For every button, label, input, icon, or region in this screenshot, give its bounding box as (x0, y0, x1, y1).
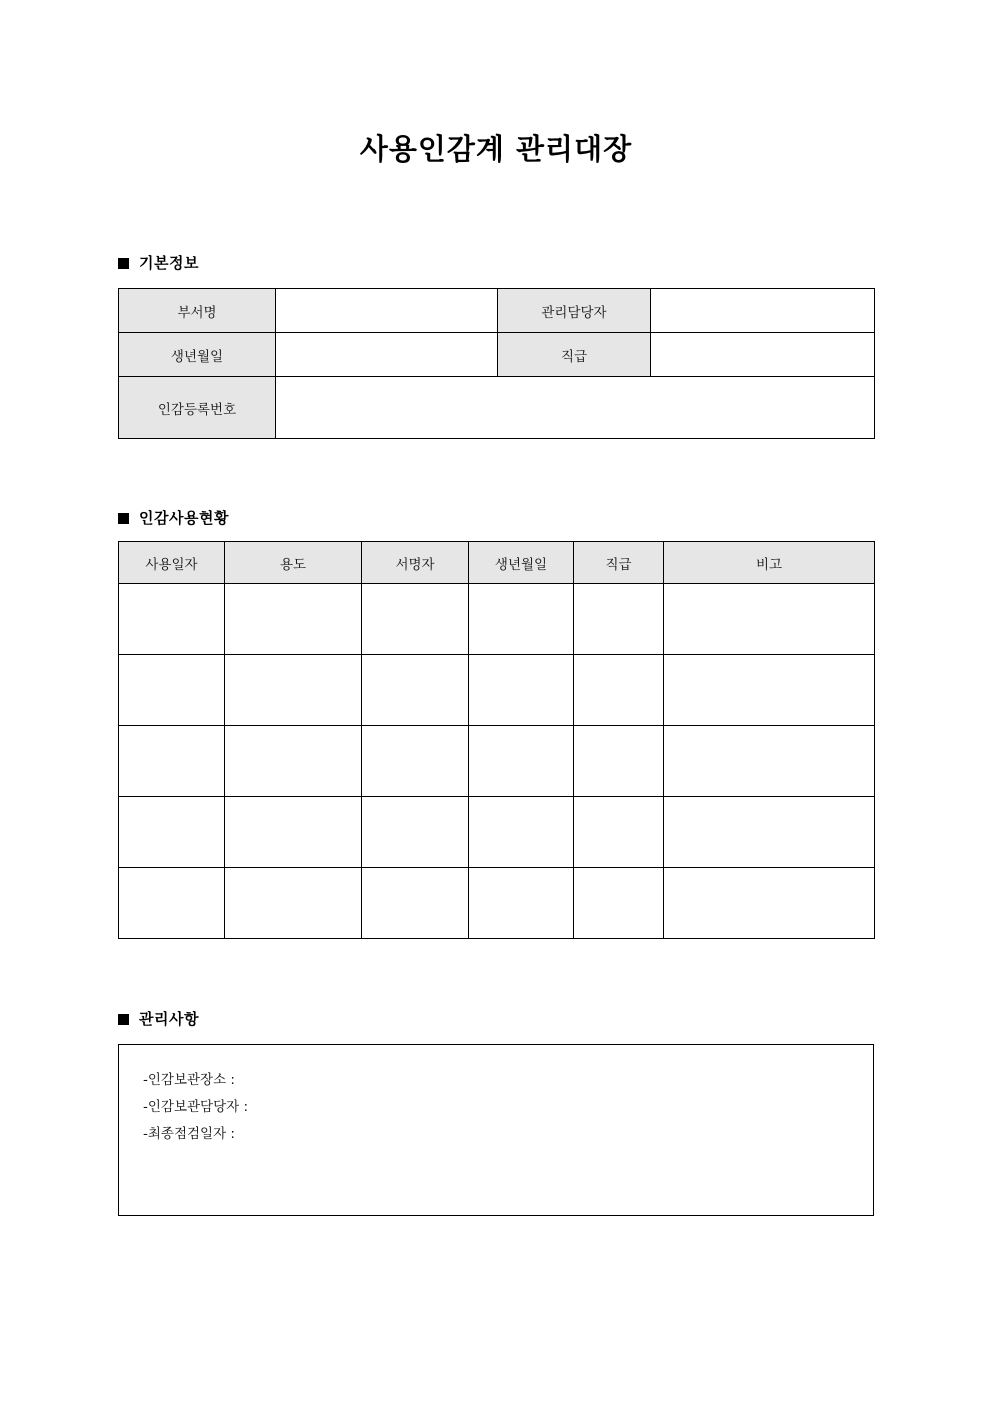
cell-use-date[interactable] (119, 726, 225, 797)
cell-birthdate[interactable] (469, 584, 574, 655)
cell-birthdate[interactable] (469, 726, 574, 797)
label-seal-registration-number: 인감등록번호 (119, 377, 276, 439)
field-manager[interactable] (651, 289, 875, 333)
cell-birthdate[interactable] (469, 797, 574, 868)
cell-use-date[interactable] (119, 868, 225, 939)
cell-purpose[interactable] (225, 797, 362, 868)
filled-square-icon (118, 513, 129, 524)
column-header-remarks: 비고 (664, 542, 875, 584)
cell-birthdate[interactable] (469, 868, 574, 939)
usage-status-table (118, 541, 875, 939)
section-heading-label: 기본정보 (139, 254, 199, 272)
note-seal-storage-location[interactable]: -인감보관장소 : (143, 1072, 235, 1088)
table-row (119, 333, 875, 377)
note-last-inspection-date[interactable]: -최종점검일자 : (143, 1126, 235, 1142)
filled-square-icon (118, 258, 129, 269)
cell-birthdate[interactable] (469, 655, 574, 726)
label-manager: 관리담당자 (498, 289, 651, 333)
cell-signer[interactable] (362, 655, 469, 726)
cell-remarks[interactable] (664, 868, 875, 939)
cell-position[interactable] (574, 655, 664, 726)
cell-remarks[interactable] (664, 584, 875, 655)
cell-position[interactable] (574, 868, 664, 939)
cell-use-date[interactable] (119, 655, 225, 726)
table-header-row (119, 542, 875, 584)
cell-purpose[interactable] (225, 655, 362, 726)
table-row (119, 797, 875, 868)
table-row (119, 289, 875, 333)
cell-position[interactable] (574, 584, 664, 655)
cell-purpose[interactable] (225, 868, 362, 939)
section-heading-basic-info (118, 256, 199, 271)
column-header-position: 직급 (574, 542, 664, 584)
cell-use-date[interactable] (119, 797, 225, 868)
cell-signer[interactable] (362, 726, 469, 797)
table-row (119, 726, 875, 797)
section-heading-label: 관리사항 (139, 1010, 199, 1028)
management-notes-box[interactable] (118, 1044, 874, 1216)
cell-remarks[interactable] (664, 797, 875, 868)
cell-signer[interactable] (362, 868, 469, 939)
field-seal-registration-number[interactable] (276, 377, 875, 439)
basic-info-table (118, 288, 875, 439)
cell-position[interactable] (574, 726, 664, 797)
column-header-purpose: 용도 (225, 542, 362, 584)
cell-purpose[interactable] (225, 584, 362, 655)
table-row (119, 584, 875, 655)
field-department[interactable] (276, 289, 498, 333)
note-seal-storage-manager[interactable]: -인감보관담당자 : (143, 1099, 248, 1115)
cell-use-date[interactable] (119, 584, 225, 655)
section-heading-usage-status (118, 511, 229, 526)
section-heading-label: 인감사용현황 (139, 509, 229, 527)
column-header-use-date: 사용일자 (119, 542, 225, 584)
field-position[interactable] (651, 333, 875, 377)
section-heading-management (118, 1012, 199, 1027)
table-row (119, 377, 875, 439)
cell-remarks[interactable] (664, 726, 875, 797)
cell-signer[interactable] (362, 584, 469, 655)
table-row (119, 868, 875, 939)
filled-square-icon (118, 1014, 129, 1025)
cell-purpose[interactable] (225, 726, 362, 797)
management-notes-list (119, 1045, 873, 1148)
page-title: 사용인감계 관리대장 (359, 132, 633, 166)
label-department: 부서명 (119, 289, 276, 333)
column-header-signer: 서명자 (362, 542, 469, 584)
cell-position[interactable] (574, 797, 664, 868)
field-birthdate[interactable] (276, 333, 498, 377)
table-row (119, 655, 875, 726)
cell-remarks[interactable] (664, 655, 875, 726)
label-birthdate: 생년월일 (119, 333, 276, 377)
column-header-birthdate: 생년월일 (469, 542, 574, 584)
label-position: 직급 (498, 333, 651, 377)
cell-signer[interactable] (362, 797, 469, 868)
